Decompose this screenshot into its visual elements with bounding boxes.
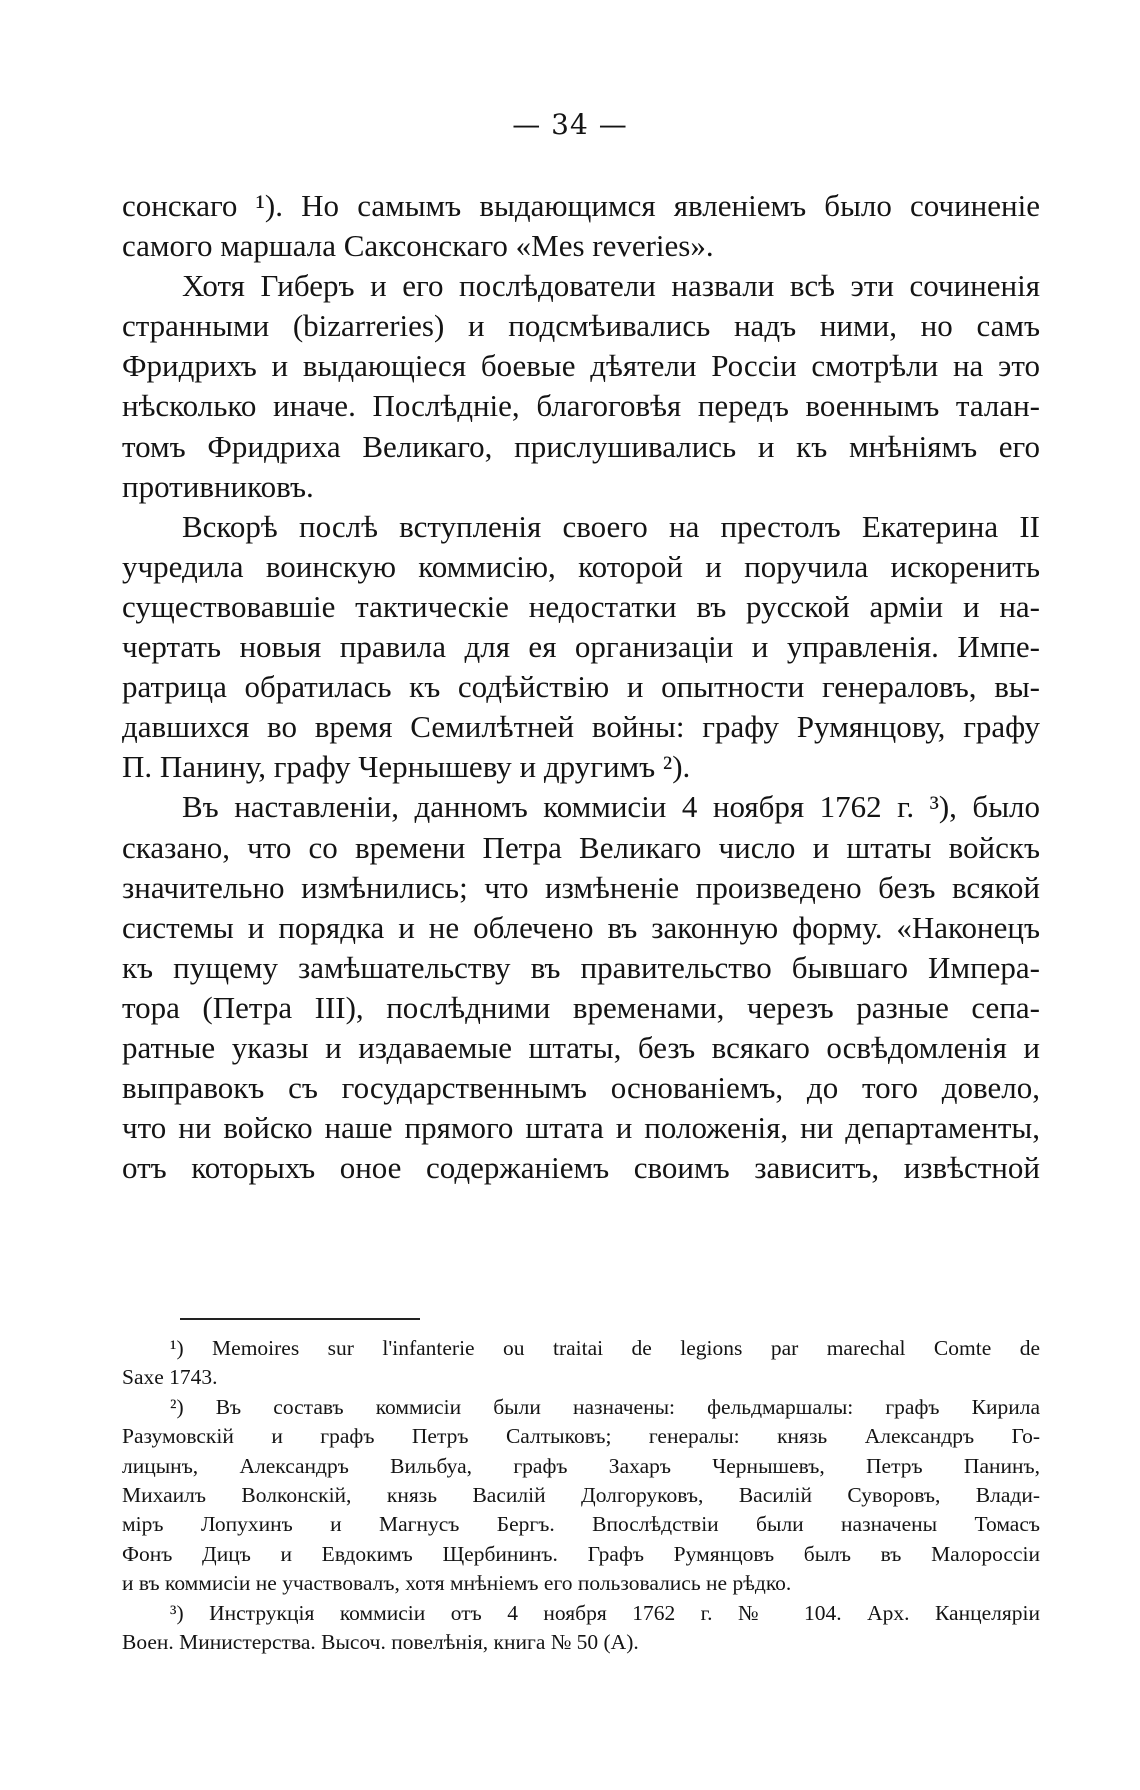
text-line: къ пущему замѣшательству въ правительство бывшаго Импера- (122, 949, 1040, 985)
footnote-line: Разумовскій и графъ Петръ Салтыковъ; генералы: князь Александръ Го- (122, 1424, 1040, 1449)
footnote-line: Saxe 1743. (122, 1365, 218, 1390)
text-line: противниковъ. (122, 468, 314, 504)
text-line: нѣсколько иначе. Послѣдніе, благоговѣя передъ военнымъ талан- (122, 388, 1040, 424)
text-line: системы и порядка и не облечено въ законную форму. «Наконецъ (122, 909, 1040, 945)
footnote-line: міръ Лопухинъ и Магнусъ Бергъ. Впослѣдствіи были назначены Томасъ (122, 1512, 1040, 1537)
text-line: ратные указы и издаваемые штаты, безъ всякаго освѣдомленія и (122, 1029, 1040, 1065)
text-line: давшихся во время Семилѣтней войны: графу Румянцову, графу (122, 709, 1040, 745)
text-line: сказано, что со времени Петра Великаго число и штаты войскъ (122, 829, 1040, 865)
text-line: существовавшіе тактическіе недостатки въ русской арміи и на- (122, 588, 1040, 624)
text-line: томъ Фридриха Великаго, прислушивались и къ мнѣніямъ его (122, 428, 1040, 464)
text-line: Фридрихъ и выдающіеся боевые дѣятели Россіи смотрѣли на это (122, 348, 1040, 384)
text-line: отъ которыхъ оное содержаніемъ своимъ зависитъ, извѣстной (122, 1150, 1040, 1186)
text-line: П. Панину, графу Чернышеву и другимъ ²). (122, 749, 691, 785)
page-number: — 34 — (512, 108, 628, 141)
text-line: тора (Петра III), послѣдними временами, черезъ разные сепа- (122, 989, 1040, 1025)
footnote-line: ¹) Memoires sur l'infanterie ou traitai de legions par marechal Comte de (170, 1336, 1040, 1360)
footnote-divider (180, 1318, 420, 1320)
text-line: сонскаго ¹). Но самымъ выдающимся явленіемъ было сочиненіе (122, 188, 1040, 223)
footnote-line: ³) Инструкція коммисіи отъ 4 ноября 1762 г. № 104. Арх. Канцеляріи (170, 1600, 1040, 1625)
text-line: учредила воинскую коммисію, которой и поручила искоренить (122, 548, 1040, 584)
footnote-line: ²) Въ составъ коммисіи были назначены: фельдмаршалы: графъ Кирила (170, 1394, 1040, 1419)
text-line: значительно измѣнились; что измѣненіе произведено безъ всякой (122, 869, 1040, 905)
text-line: Въ наставленіи, данномъ коммисіи 4 ноября 1762 г. ³), было (182, 789, 1040, 825)
footnote-line: и въ коммисіи не участвовалъ, хотя мнѣніемъ его пользовались не рѣдко. (122, 1571, 792, 1596)
text-line: что ни войско наше прямого штата и положенія, ни департаменты, (122, 1110, 1040, 1146)
text-line: странными (bizarreries) и подсмѣивались надъ ними, но самъ (122, 308, 1040, 344)
footnotes (122, 1334, 1040, 1657)
text-line: чертать новыя правила для ея организаціи и управленія. Импе- (122, 629, 1040, 665)
footnote-line: Михаилъ Волконскій, князь Василій Долгоруковъ, Василій Суворовъ, Влади- (122, 1483, 1040, 1508)
body-text (122, 186, 1040, 1188)
footnote-line: лицынъ, Александръ Вильбуа, графъ Захаръ Чернышевъ, Петръ Панинъ, (122, 1453, 1040, 1478)
text-line: самого маршала Саксонскаго «Mes reveries». (122, 228, 714, 264)
text-line: Вскорѣ послѣ вступленія своего на престолъ Екатерина II (182, 508, 1040, 544)
footnote-line: Воен. Министерства. Высоч. повелѣнія, книга № 50 (А). (122, 1630, 639, 1655)
text-line: ратрица обратилась къ содѣйствію и опытности генераловъ, вы- (122, 669, 1040, 705)
text-line: выправокъ съ государственнымъ основаніемъ, до того довело, (122, 1070, 1040, 1106)
text-line: Хотя Гиберъ и его послѣдователи назвали всѣ эти сочиненія (182, 268, 1040, 304)
footnote-line: Фонъ Дицъ и Евдокимъ Щербининъ. Графъ Румянцовъ былъ въ Малороссіи (122, 1541, 1040, 1566)
